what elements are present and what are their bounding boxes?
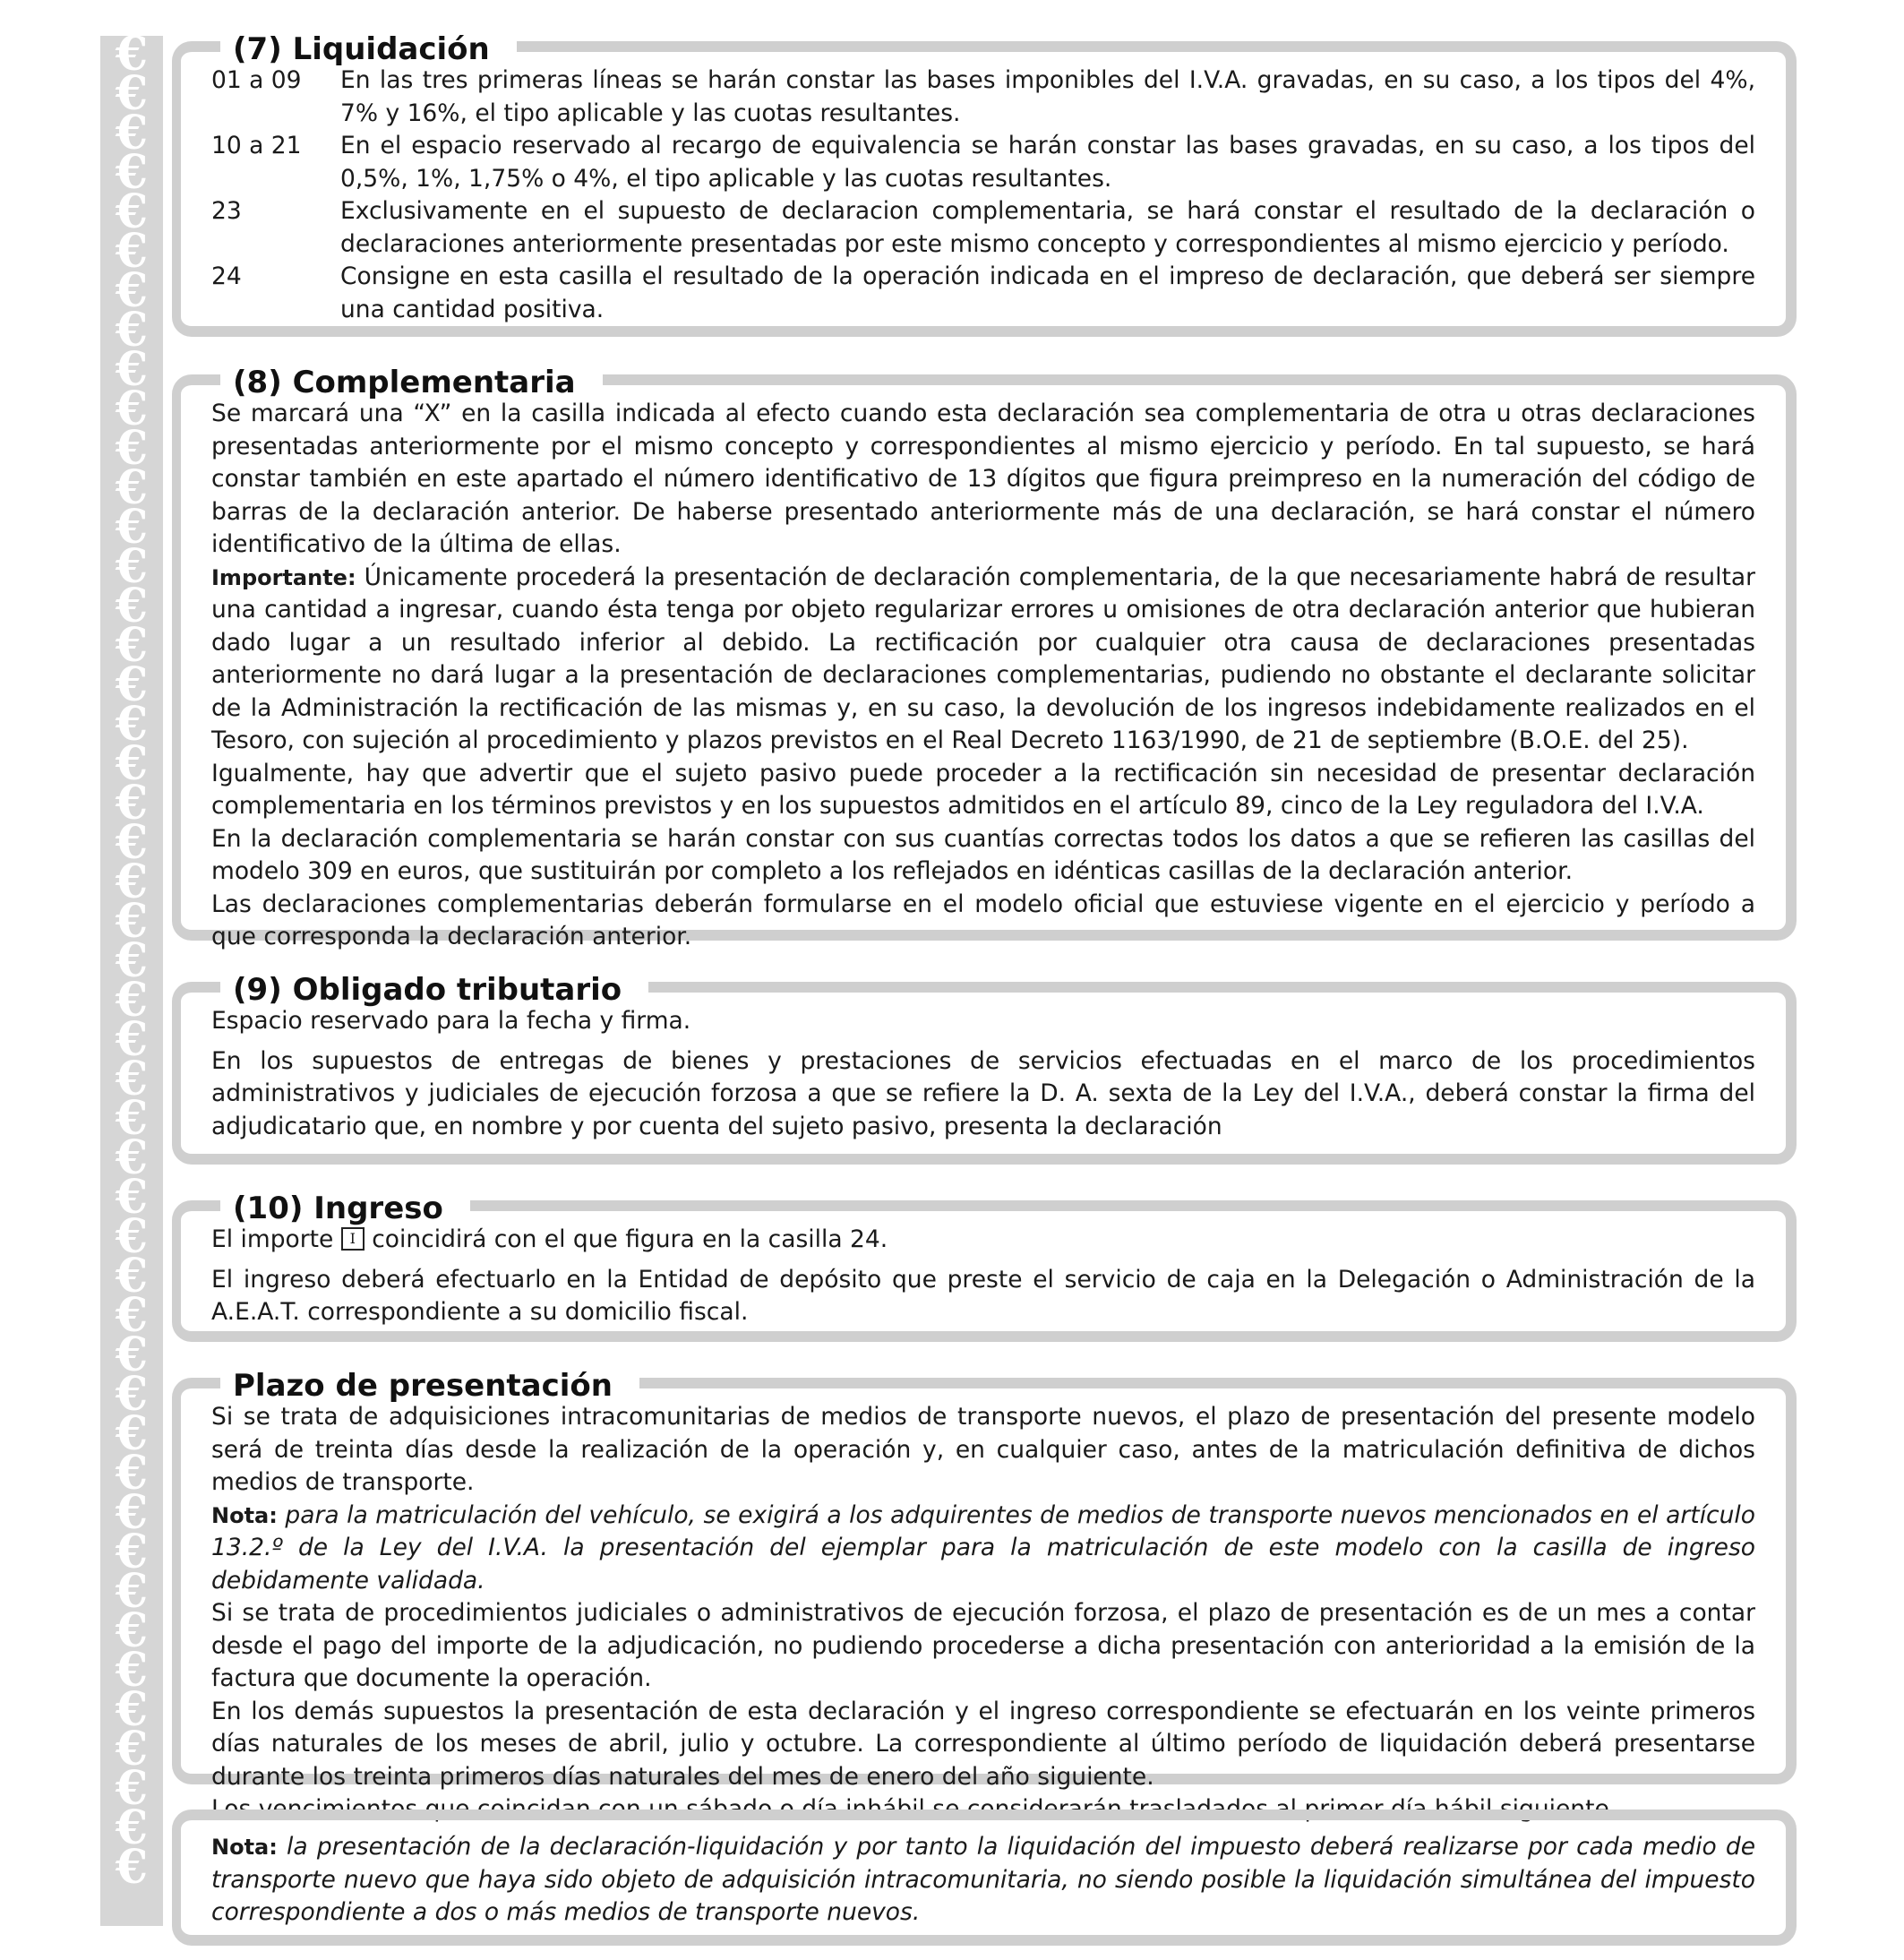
nota-final-label: Nota: [211,1835,278,1860]
nota-final-paragraph [211,1831,1755,1930]
euro-icon: € [115,1012,149,1067]
euro-icon: € [115,1603,149,1658]
euro-icon: € [115,973,149,1027]
ingreso-text-before: El importe [211,1225,341,1253]
plazo-paragraph: Los vencimientos que coincidan con un sábado o día inhábil se considerarán trasladados al primer día hábil siguiente. [211,1795,1617,1823]
euro-icon: € [115,618,149,673]
section-title-plazo: Plazo de presentación [220,1368,639,1404]
obligado-paragraph: En los supuestos de entregas de bienes y prestaciones de servicios efectuadas en el marco de los procedimientos administrativos y judiciales de ejecución forzosa a que se refiere la D. A. sexta de la Ley del I.V.A., deberá constar la firma del adjudicatario que, en nombre y por cuenta del sujeto pasivo, presenta la declaración [211,1046,1755,1140]
euro-icon: € [115,382,149,436]
euro-icon: € [115,736,149,791]
liquidacion-row [211,130,1755,195]
euro-icon: € [115,1130,149,1185]
casilla-code: 01 a 09 [211,66,302,94]
euro-icon: € [115,1091,149,1146]
casilla-text: Exclusivamente en el supuesto de declaracion complementaria, se hará constar el resultado de la declaración o declaraciones anteriormente presentadas por este mismo concepto y correspondientes al mismo ejercicio y período. [340,197,1755,258]
euro-icon: € [115,1761,149,1816]
liquidacion-body [211,64,1755,326]
plazo-paragraph: En los demás supuestos la presentación de esta declaración y el ingreso correspondiente se efectuarán en los veinte primeros días naturales de los meses de abril, julio y octubre. La correspondiente al último período de liquidación deberá presentarse durante los treinta primeros días naturales del mes de enero del año siguiente. [211,1697,1755,1791]
section-ingreso [172,1191,1797,1342]
ingreso-paragraph [211,1224,1755,1257]
euro-icon: € [115,697,149,752]
ingreso-text-after: coincidirá con el que figura en la casilla 24. [364,1225,888,1253]
casilla-i-box: I [341,1227,365,1251]
section-plazo-presentacion [172,1368,1797,1823]
complementaria-paragraph: Igualmente, hay que advertir que el sujeto pasivo puede proceder a la rectificación sin necesidad de presentar declaración complementaria en los términos previstos y en los supuestos admitidos en el artículo 89, cinco de la Ley reguladora del I.V.A. [211,759,1755,820]
complementaria-paragraph: Las declaraciones complementarias deberán formularse en el modelo oficial que estuviese vigente en el ejercicio y período a que corresponda la declaración anterior. [211,890,1755,950]
ingreso-paragraph: El ingreso deberá efectuarlo en la Entidad de depósito que preste el servicio de caja en la Delegación o Administración de la A.E.A.T. correspondiente a su domicilio fiscal. [211,1265,1755,1326]
euro-pattern-strip [100,36,163,1926]
euro-icon: € [115,421,149,476]
casilla-text: Consigne en esta casilla el resultado de la operación indicada en el impreso de declaración, que deberá ser siempre una cantidad positiva. [340,262,1755,323]
nota-label: Nota: [211,1502,278,1528]
section-obligado-tributario [172,972,1797,1165]
euro-icon: € [115,658,149,712]
nota-final-body [211,1831,1755,1930]
casilla-text: En las tres primeras líneas se harán constar las bases imponibles del I.V.A. gravadas, en su caso, a los tipos del 4%, 7% y 16%, el tipo aplicable y las cuotas resultantes. [340,66,1755,127]
euro-icon: € [115,1643,149,1698]
plazo-paragraph: Si se trata de procedimientos judiciales o administrativos de ejecución forzosa, el plazo de presentación es de un mes a contar desde el pago del importe de la adjudicación, no pudiendo procederse a dicha presentación con anterioridad a la emisión de la factura que documente la operación. [211,1599,1755,1692]
plazo-nota [211,1500,1755,1598]
section-title-obligado: (9) Obligado tributario [220,972,648,1008]
casilla-code: 23 [211,197,242,225]
liquidacion-row [211,195,1755,261]
liquidacion-row [211,64,1755,130]
liquidacion-row [211,261,1755,326]
ingreso-body [211,1224,1755,1329]
euro-icon: € [115,460,149,515]
section-title-ingreso: (10) Ingreso [220,1191,470,1226]
euro-icon: € [115,1446,149,1500]
complementaria-paragraph: En la declaración complementaria se harán constar con sus cuantías correctas todos los datos a que se refieren las casillas del modelo 309 en euros, que sustituirán por completo a los reflejados en idénticas casillas de la declaración anterior. [211,824,1755,885]
complementaria-important-paragraph [211,562,1755,758]
section-complementaria [172,365,1797,950]
section-nota-final [172,1810,1797,1946]
euro-icon: € [115,539,149,594]
euro-icon: € [115,342,149,397]
important-label: Importante: [211,564,356,590]
euro-icon: € [115,1406,149,1461]
casilla-code: 10 a 21 [211,132,302,159]
euro-icon: € [115,263,149,318]
euro-icon: € [115,1249,149,1303]
euro-icon: € [115,1288,149,1343]
euro-icon: € [115,66,149,121]
euro-icon: € [115,500,149,554]
euro-icon: € [115,1170,149,1225]
euro-icon: € [115,224,149,279]
casilla-text: En el espacio reservado al recargo de equivalencia se harán constar las bases gravadas, en su caso, a los tipos del 0,5%, 1%, 1,75% o 4%, el tipo aplicable y las cuotas resultantes. [340,132,1755,193]
euro-icon: € [115,1525,149,1579]
euro-icon: € [115,933,149,988]
euro-icon: € [115,1485,149,1540]
euro-icon: € [115,855,149,909]
section-title-complementaria: (8) Complementaria [220,365,603,400]
section-liquidacion [172,31,1797,337]
complementaria-body [211,398,1755,954]
euro-icon: € [115,1840,149,1895]
complementaria-paragraph: Se marcará una “X” en la casilla indicada al efecto cuando esta declaración sea complementaria de otra u otras declaraciones presentadas anteriormente por el mismo concepto y correspondientes al mismo ejercicio y período. En tal supuesto, se hará constar también en este apartado el número identificativo de 13 dígitos que figura preimpreso en la numeración del código de barras de la declaración anterior. De haberse presentado anteriormente más de una declaración, se hará constar el número identificativo de la última de ellas. [211,400,1755,558]
euro-icon: € [115,1052,149,1106]
euro-icon: € [115,36,149,82]
euro-icon: € [115,894,149,949]
euro-icon: € [115,1328,149,1382]
euro-icon: € [115,776,149,830]
important-text: Únicamente procederá la presentación de declaración complementaria, de la que necesariamente habrá de resultar una cantidad a ingresar, cuando ésta tenga por objeto regularizar errores u omisiones de otra declaración anterior que hubieran dado lugar a un resultado inferior al debido. La rectificación por cualquier otra causa de declaraciones presentadas anteriormente no dará lugar a la presentación de declaraciones complementarias, pudiendo no obstante el declarante solicitar de la Administración la rectificación de las mismas y, en su caso, la devolución de los ingresos indebidamente realizados en el Tesoro, con sujeción al procedimiento y plazos previstos en el Real Decreto 1163/1990, de 21 de septiembre (B.O.E. del 25). [211,563,1755,754]
casilla-code: 24 [211,262,242,290]
euro-icon: € [115,1801,149,1855]
euro-icon: € [115,1722,149,1776]
euro-icon: € [115,303,149,357]
euro-icon: € [115,815,149,870]
section-title-liquidacion: (7) Liquidación [220,31,517,67]
euro-icon: € [115,145,149,200]
euro-icon: € [115,1682,149,1737]
euro-icon: € [115,1564,149,1619]
obligado-paragraph: Espacio reservado para la fecha y firma. [211,1007,691,1035]
nota-final-text: la presentación de la declaración-liquidación y por tanto la liquidación del impuesto deberá realizarse por cada medio de transporte nuevo que haya sido objeto de adquisición intracomunitaria, no siendo posible la liquidación simultánea del impuesto correspondiente a dos o más medios de transporte nuevos. [211,1833,1755,1926]
plazo-paragraph: Si se trata de adquisiciones intracomunitarias de medios de transporte nuevos, el plazo de presentación del presente modelo será de treinta días desde la realización de la operación y, en cualquier caso, antes de la matriculación definitiva de dichos medios de transporte. [211,1403,1755,1496]
nota-text: para la matriculación del vehículo, se exigirá a los adquirentes de medios de transporte nuevos mencionados en el artículo 13.2.º de la Ley del I.V.A. la presentación del ejemplar para la matriculación de este modelo con la casilla de ingreso debidamente validada. [211,1500,1755,1595]
euro-icon: € [115,106,149,160]
euro-icon: € [115,185,149,239]
euro-icon: € [115,1209,149,1264]
obligado-body [211,1005,1755,1143]
euro-icon: € [115,1367,149,1422]
plazo-body [211,1401,1755,1827]
euro-icon: € [115,579,149,633]
